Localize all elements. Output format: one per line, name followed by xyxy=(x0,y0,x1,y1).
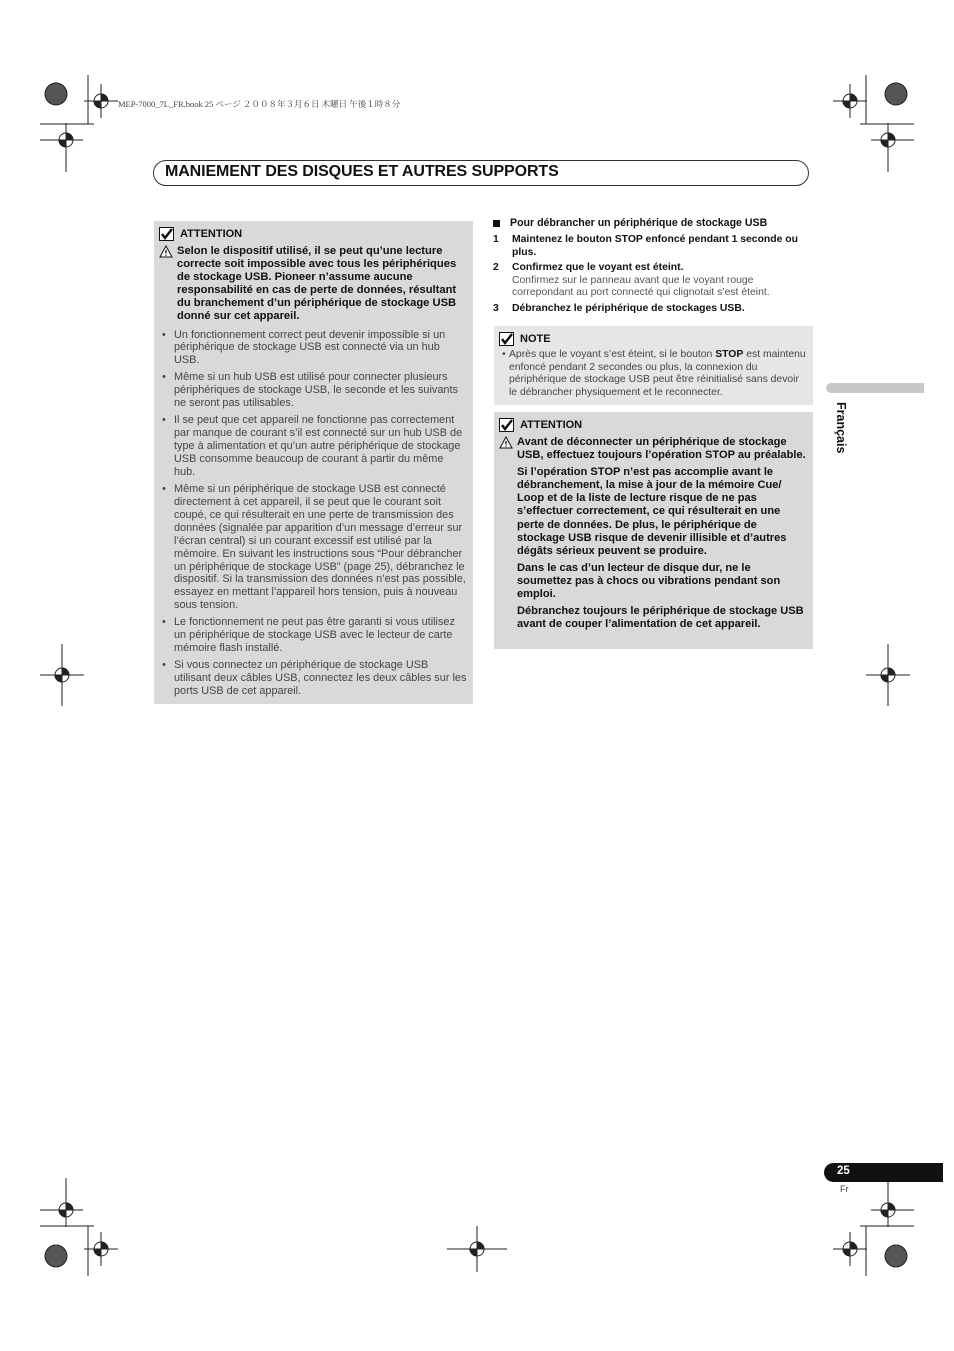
list-item: • Un fonctionnement correct peut devenir impossible si un périphérique de stockage USB est connecté via un hub USB. xyxy=(159,329,467,368)
step-text: Confirmez que le voyant est éteint. xyxy=(512,262,684,274)
attention-paragraph: Si l’opération STOP n’est pas accomplie avant le débranchement, la mise à jour de la mémoire Cue/ Loop et de la liste de lecture risque de ne pas s’effectuer correctement, ce qui résulterait en une perte de données. De plus, le périphérique de stockage USB risque de devenir illisible et d’autres dégâts sérieux peuvent se produire. xyxy=(517,466,787,557)
attention-paragraph: Dans le cas d’un lecteur de disque dur, ne le soumettez pas à chocs ou vibrations pendant son emploi. xyxy=(517,561,781,601)
attention-warning xyxy=(499,436,807,635)
attention-box-left xyxy=(154,221,473,704)
check-icon xyxy=(499,332,514,346)
attention-heading-text: ATTENTION xyxy=(180,228,243,240)
attention-paragraph: Débranchez toujours le périphérique de stockage USB avant de couper l’alimentation de cet appareil. xyxy=(517,605,804,631)
step-number: 2 xyxy=(493,262,499,274)
step xyxy=(493,234,813,259)
step-number: 3 xyxy=(493,302,499,314)
step xyxy=(493,303,813,316)
list-item: • Le fonctionnement ne peut pas être garanti si vous utilisez un périphérique de stockage USB avec le lecteur de carte mémoire flash installé. xyxy=(159,616,467,655)
list-item: • Après que le voyant s’est éteint, si le bouton STOP est maintenu enfoncé pendant 2 secondes ou plus, la connexion du périphérique de stockage USB peut être réinitialisé sans devoir le débrancher physiquement et le reconnecter. xyxy=(499,349,807,399)
note-box xyxy=(494,326,813,405)
attention-warning xyxy=(159,245,467,324)
note-heading xyxy=(499,332,807,346)
attention-box-right xyxy=(494,412,813,649)
usb-disconnect-section xyxy=(493,217,813,316)
page-number-pill xyxy=(824,1163,943,1182)
warning-icon xyxy=(159,245,173,258)
note-list xyxy=(499,349,807,399)
check-icon xyxy=(159,227,174,241)
step xyxy=(493,262,813,300)
language-tab xyxy=(826,383,924,393)
list-item: • Si vous connectez un périphérique de stockage USB utilisant deux câbles USB, connectez les deux câbles sur les ports USB de cet appareil. xyxy=(159,659,467,698)
section-title xyxy=(493,217,813,229)
page-title: MANIEMENT DES DISQUES ET AUTRES SUPPORTS xyxy=(165,163,559,180)
attention-warning-text: Selon le dispositif utilisé, il se peut qu’une lecture correcte soit impossible avec tous les périphériques de stockage USB. Pioneer n’assume aucune responsabilité en cas de perte de données, résultant du branchement d’un périphérique de stockage USB donné sur cet appareil. xyxy=(177,245,457,323)
attention-bullets xyxy=(159,329,467,698)
attention-heading xyxy=(159,227,467,241)
square-bullet-icon xyxy=(493,220,500,227)
step-text: Maintenez le bouton STOP enfoncé pendant 1 seconde ou plus. xyxy=(512,234,798,258)
steps-list xyxy=(493,234,813,316)
step-number: 1 xyxy=(493,234,499,245)
list-item: • Même si un périphérique de stockage USB est connecté directement à cet appareil, il se peut que le courant soit coupé, ce qui résulterait en une perte de transmission des données (signalée par apparition d’un message d’erreur sur l’écran central) si un courant excessif est utilisé par la mémoire. En suivant les instructions sous “Pour débrancher un périphérique de stockage USB” (page 25), débranchez le dispositif. Si la transmission des données n’est pas possible, essayez en mettant l’appareil hors tension, puis à nouveau sous tension. xyxy=(159,483,467,612)
step-text: Débranchez le périphérique de stockages USB. xyxy=(512,302,745,314)
section-title-text: Pour débrancher un périphérique de stockage USB xyxy=(510,217,768,229)
check-icon xyxy=(499,418,514,432)
language-label: Français xyxy=(834,402,848,454)
attention-paragraph: Avant de déconnecter un périphérique de stockage USB, effectuez toujours l’opération STOP au préalable. xyxy=(517,436,806,462)
file-info: MEP-7000_7L_FR.book 25 ページ ２００８年３月６日 木曜日 午後１時８分 xyxy=(118,99,401,109)
note-heading-text: NOTE xyxy=(520,333,551,345)
page-title-bar xyxy=(153,160,809,186)
list-item: • Il se peut que cet appareil ne fonctionne pas correctement par manque de courant s’il est connecté sur un hub USB de type à alimentation et qu’un autre périphérique de stockage USB consomme beaucoup de courant à partir du même hub. xyxy=(159,414,467,479)
list-item: • Même si un hub USB est utilisé pour connecter plusieurs périphériques de stockage USB, le seconde et les suivants ne seront pas utilisables. xyxy=(159,371,467,410)
page-language-code: Fr xyxy=(840,1184,849,1194)
page-number: 25 xyxy=(837,1165,850,1177)
attention-heading-text: ATTENTION xyxy=(520,419,583,431)
warning-icon xyxy=(499,436,513,449)
attention-heading xyxy=(499,418,807,432)
step-subtext: Confirmez sur le panneau avant que le voyant rouge correpondant au port connecté qui clignotait s’est éteint. xyxy=(512,274,770,299)
